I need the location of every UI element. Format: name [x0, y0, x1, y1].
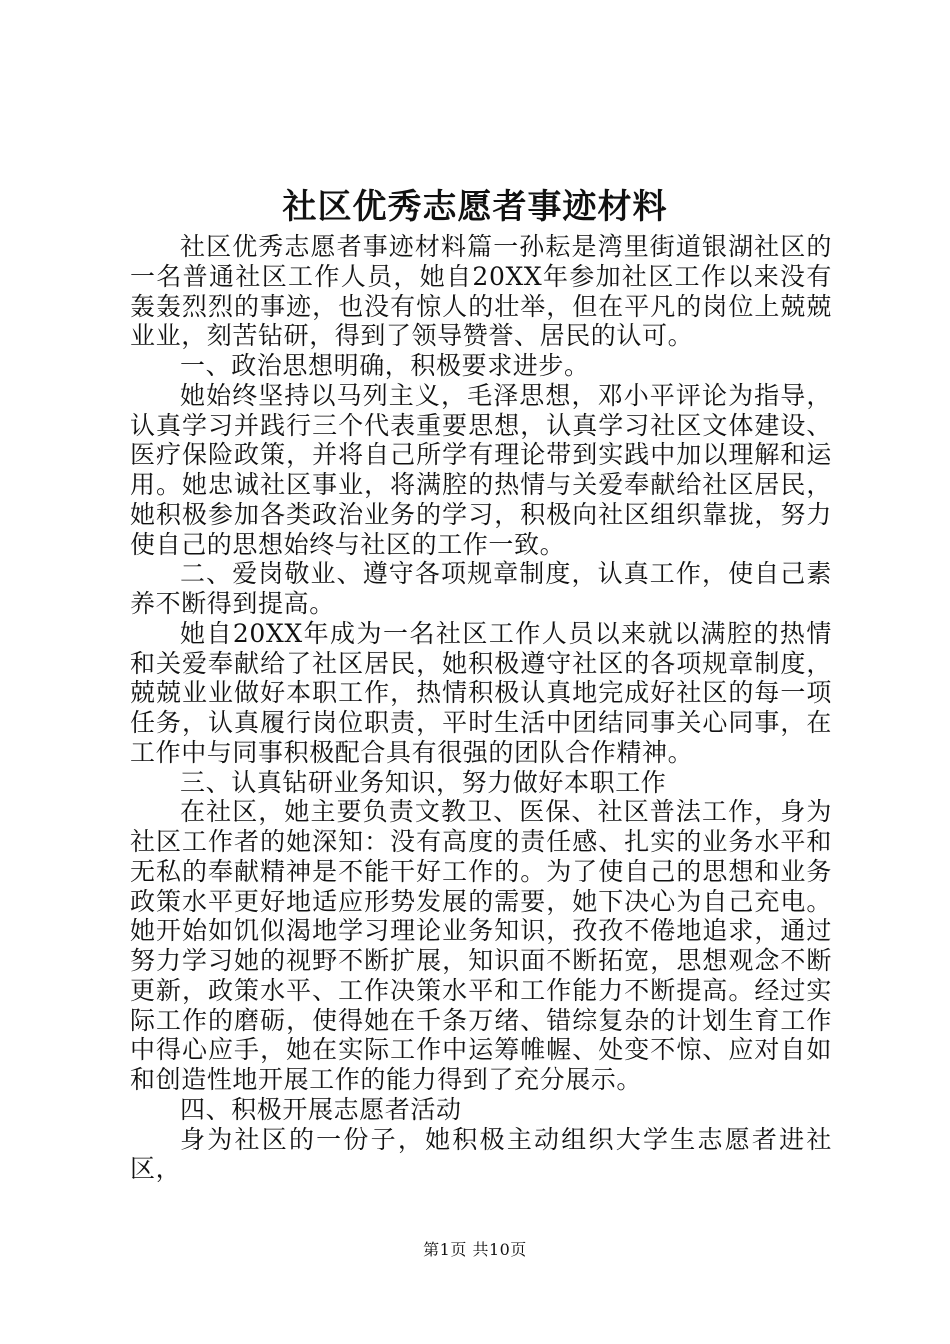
paragraph-intro: 社区优秀志愿者事迹材料篇一孙耘是湾里街道银湖社区的一名普通社区工作人员，她自20XX年参加社区工作以来没有轰轰烈烈的事迹，也没有惊人的壮举，但在平凡的岗位上兢兢业业，刻苦钻研，得到了领导赞誉、居民的认可。: [130, 232, 832, 351]
heading-section-3: 三、认真钻研业务知识，努力做好本职工作: [180, 767, 667, 797]
page-number-footer: 第1页 共10页: [423, 1240, 527, 1259]
paragraph-section-2: 她自20XX年成为一名社区工作人员以来就以满腔的热情和关爱奉献给了社区居民，她积极遵守社区的各项规章制度，兢兢业业做好本职工作，热情积极认真地完成好社区的每一项任务，认真履行岗位职责，平时生活中团结同事关心同事，在工作中与同事积极配合具有很强的团队合作精神。: [130, 618, 832, 767]
paragraph-section-1: 她始终坚持以马列主义，毛泽思想，邓小平评论为指导，认真学习并践行三个代表重要思想，认真学习社区文体建设、医疗保险政策，并将自己所学有理论带到实践中加以理解和运用。她忠诚社区事业，将满腔的热情与关爱奉献给社区居民，她积极参加各类政治业务的学习，积极向社区组织靠拢，努力使自己的思想始终与社区的工作一致。: [130, 380, 832, 559]
paragraph-section-3: 在社区，她主要负责文教卫、医保、社区普法工作，身为社区工作者的她深知：没有高度的责任感、扎实的业务水平和无私的奉献精神是不能干好工作的。为了使自己的思想和业务政策水平更好地适应形势发展的需要，她下决心为自己充电。她开始如饥似渴地学习理论业务知识，孜孜不倦地追求，通过努力学习她的视野不断扩展，知识面不断拓宽，思想观念不断更新，政策水平、工作决策水平和工作能力不断提高。经过实际工作的磨砺，使得她在千条万绪、错综复杂的计划生育工作中得心应手，她在实际工作中运筹帷幄、处变不惊、应对自如和创造性地开展工作的能力得到了充分展示。: [130, 797, 832, 1094]
heading-section-1: 一、政治思想明确，积极要求进步。: [180, 351, 590, 380]
document-body: [130, 232, 832, 1184]
heading-section-2: 二、爱岗敬业、遵守各项规章制度，认真工作，使自己素养不断得到提高。: [130, 559, 832, 618]
heading-section-4: 四、积极开展志愿者活动: [180, 1094, 462, 1124]
document-title: 社区优秀志愿者事迹材料: [282, 187, 668, 227]
paragraph-section-4: 身为社区的一份子，她积极主动组织大学生志愿者进社区，: [130, 1124, 832, 1184]
